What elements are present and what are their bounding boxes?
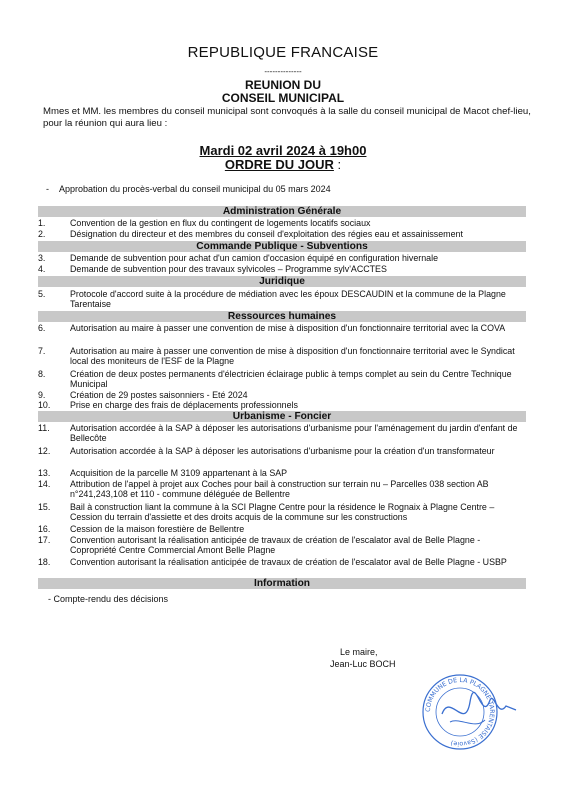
item-text: Convention autorisant la réalisation anticipée de travaux de création de l'escalator aval de Belle Plagne - Copropriété Centre Commercial Amont Belle Plagne [70,535,481,555]
agenda-title-text: ORDRE DU JOUR [224,157,334,172]
meeting-title-line2: CONSEIL MUNICIPAL [221,91,345,105]
item-text: Création de deux postes permanents d'électricien éclairage public à temps complet au sein du Centre Technique Municipal [70,369,512,389]
stamp-text: COMMUNE DE LA PLAGNE TARENTAISE (Savoie) [424,676,496,748]
item-number: 5. [38,289,46,299]
item-number: 10. [38,400,51,410]
item-text: Cession de la maison forestière de Bellentre [70,524,245,534]
item-text: Attribution de l'appel à projet aux Coches pour bail à construction sur terrain nu – Parcelles 038 section AB n°241,243,108 et 110 - commune déléguée de Bellentre [70,479,489,499]
signature-name: Jean-Luc BOCH [330,659,396,669]
item-number: 15. [38,502,51,512]
approval-bullet: - [46,184,49,194]
item-text: Prise en charge des frais de déplacements professionnels [70,400,298,410]
signature-role: Le maire, [340,647,378,657]
item-number: 18. [38,557,51,567]
meeting-date: Mardi 02 avril 2024 à 19h00 [199,143,367,158]
item-text: Création de 29 postes saisonniers - Eté 2024 [70,390,248,400]
item-text: Autorisation accordée à la SAP à déposer les autorisations d'urbanisme pour l'aménagement du jardin d'enfant de Bellecôte [70,423,518,443]
item-number: 7. [38,346,46,356]
item-number: 11. [38,423,50,433]
item-number: 4. [38,264,46,274]
approval-text: Approbation du procès-verbal du conseil municipal du 05 mars 2024 [59,184,331,194]
item-text: Autorisation accordée à la SAP à déposer les autorisations d'urbanisme pour la création d'un transformateur [70,446,495,456]
item-number: 9. [38,390,46,400]
header-separator: -------------- [264,67,302,76]
republic-header: REPUBLIQUE FRANCAISE [187,44,379,61]
item-text: Désignation du directeur et des membres du conseil d'exploitation des régies eau et assainissement [70,229,463,239]
item-number: 6. [38,323,46,333]
item-text: Autorisation au maire à passer une convention de mise à disposition d'un fonctionnaire territorial avec la COVA [70,323,506,333]
section-urbanisme-foncier: Urbanisme - Foncier [38,411,526,422]
official-stamp [420,672,530,752]
item-number: 14. [38,479,51,489]
item-number: 16. [38,524,51,534]
section-commande-publique: Commande Publique - Subventions [38,241,526,252]
item-text: Demande de subvention pour des travaux sylvicoles – Programme sylv'ACCTES [70,264,387,274]
information-item: - Compte-rendu des décisions [48,594,169,604]
item-text: Acquisition de la parcelle M 3109 appartenant à la SAP [70,468,288,478]
item-number: 3. [38,253,46,263]
section-ressources-humaines: Ressources humaines [38,311,526,322]
item-number: 2. [38,229,46,239]
item-text: Demande de subvention pour achat d'un camion d'occasion équipé en configuration hivernale [70,253,439,263]
item-number: 17. [38,535,51,545]
item-number: 8. [38,369,46,379]
item-text: Convention autorisant la réalisation anticipée de travaux de création de l'escalator aval de Belle Plagne - USBP [70,557,507,567]
agenda-title-suffix: : [333,157,342,172]
intro-paragraph: Mmes et MM. les membres du conseil municipal sont convoqués à la salle du conseil municipal de Macot chef-lieu, pour la réunion qui aura lieu : [43,106,531,129]
item-number: 12. [38,446,51,456]
item-number: 1. [38,218,46,228]
section-administration-generale: Administration Générale [38,206,526,217]
item-text: Bail à construction liant la commune à la SCI Plagne Centre pour la résidence le Rognaix à Plagne Centre – Cession du terrain d'assiette et des droits acquis de la commune sur les constructions [70,502,495,522]
item-text: Convention de la gestion en flux du contingent de logements locatifs sociaux [70,218,371,228]
section-information: Information [38,578,526,589]
agenda-title [0,157,566,172]
item-text: Autorisation au maire à passer une convention de mise à disposition d'un fonctionnaire territorial avec le Syndicat local des moniteurs de l'ESF de la Plagne [70,346,515,366]
signature-scribble [442,692,516,714]
item-number: 13. [38,468,51,478]
meeting-title-line1: REUNION DU [244,78,321,92]
item-text: Protocole d'accord suite à la procédure de médiation avec les époux DESCAUDIN et la commune de la Plagne Tarentaise [70,289,506,309]
section-juridique: Juridique [38,276,526,287]
approval-item [46,184,331,194]
